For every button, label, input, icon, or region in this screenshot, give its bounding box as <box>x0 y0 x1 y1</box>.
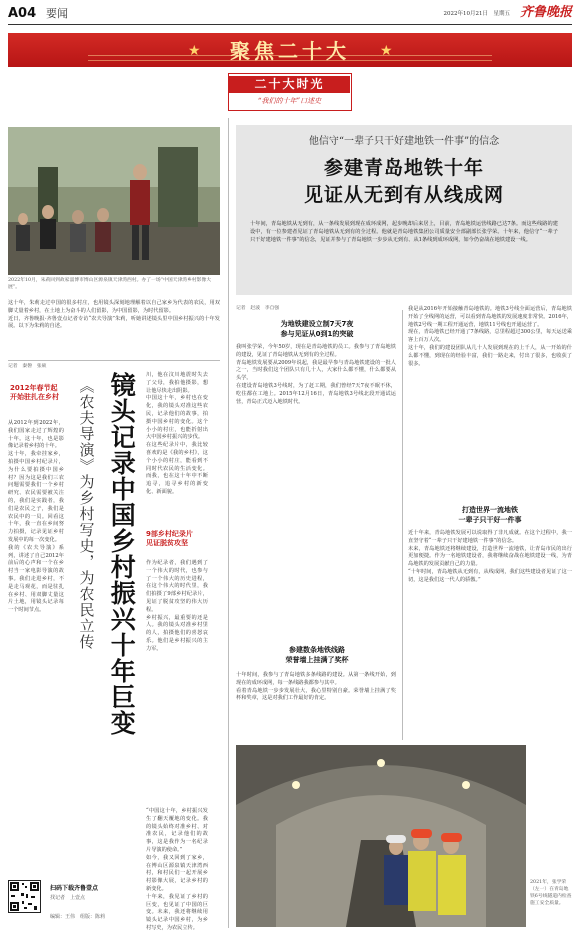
section-name: 要闻 <box>46 7 68 20</box>
masthead <box>8 3 572 25</box>
story-lead: 十年间，青岛地铁从无到有，从一条线发展到现在成环成网，起步晚却后来居上，目前，青岛地铁运营线路已达7条。而这些线路的建设中，有一位参建者见证了青岛地铁从无到有的全过程。他就是青岛地铁集团公司质量安全部副部长张学荣。十年来，他信守“一辈子只干好建地铁一件事”的信念，见证并参与了青岛地铁一步步从无到有、从1条线到成环成网，如今仍奋战在地铁建设一线。 <box>250 221 558 243</box>
star-icon: ★ <box>188 43 201 59</box>
story-column: 我是从2016年开始接触青岛地铁的。地铁3号线全面运营后，青岛地铁开始了全线网的运营，可以看到青岛地铁的发展速度非常快。2016年，地铁2号线一期工程开通运营，地铁11号线也开通运营了。 现在，青岛地铁已经开通了7条线路，总里程超过300公里，每天运送乘客上百万人次。 这十年，我们的建设团队从几十人发展到现在的上千人，从一开始的什么都不懂，到现在的经验丰富，我们一路走来，付出了很多，也收获了很多。 <box>408 306 572 367</box>
subheading: 为地铁建设立制7天7夜 参与见证从0到1的突破 <box>280 320 354 338</box>
column-divider <box>228 118 229 928</box>
page-editors: 编辑：王伟 组版：陈莉 <box>50 914 106 920</box>
subheading: 参建数条地铁线路 荣誉墙上挂满了奖杯 <box>285 646 349 664</box>
people-photo-illustration <box>8 127 220 275</box>
issue-date: 2022年10月21日 星期五 <box>443 11 510 17</box>
qr-sublabel: 找记者 上壹点 <box>50 895 86 901</box>
story-column: 我叫张学荣，今年50岁，现在是青岛地铁的员工。我参与了青岛地铁的建设，见证了青岛地铁从无到有的全过程。 青岛地铁发展要从2009年说起，我是最早参与青岛地铁建设的一批人之一，当时我们这个团队只有几十人，大家什么都不懂，什么都要从头学。 在建设青岛地铁3号线时，为了赶工期，我们曾经7天7夜不眠不休，吃住都在工地上。2015年12月16日，青岛地铁3号线北段开通试运营，青岛正式迈入地铁时代。 <box>236 344 396 405</box>
banner-title: 聚焦二十大 <box>230 39 350 63</box>
story-kicker: 他信守“一辈子只干好建地铁一件事”的信念 <box>308 136 500 147</box>
story-column: 作为纪录者，我们遇到了一个伟大的时代，也参与了一个伟大的历史进程，在这个伟大的时代里，我们拍摄了9部乡村纪录片，见证了脱贫攻坚的伟大历程。 乡村振兴，最重要的还是人。我的镜头对准乡村里的人，拍摄他们的喜怒哀乐。他们是乡村振兴的主力军。 <box>146 560 208 652</box>
subheading: 打造世界一流地铁 一辈子只干好一件事 <box>458 506 522 524</box>
qr-label: 扫码下载齐鲁壹点 <box>50 885 99 892</box>
series-slogan: “我们的十年”口述史 <box>257 97 322 105</box>
subheading: 2012年春节起 开始驻扎在乡村 <box>10 384 59 402</box>
story-headline-line1: 参建青岛地铁十年 <box>323 157 484 179</box>
story-column: 川，他在汶川地震时失去了父母，我拍他摄影，想让他尽快走出阴影。 中国这十年，乡村也在变化，我的镜头对准这些农民，记录他们的故事，拍摄中国乡村的变化。这个小小的村庄，也能折射出大中国乡村振兴的步伐。 在这些纪录片中，我比较喜欢的是《我的乡村》，这个小小的村庄，能看到不同时代农民的生活变化。而我，也在这十年中不断追寻，追寻乡村的新变化、新面貌。 <box>146 372 208 495</box>
story-column: “中国这十年，乡村振兴发生了翻天覆地的变化。我的镜头始终对准乡村、对准农民，记录他们的故事，这是我作为一名纪录片导演的使命。” 如今，我又回到了家乡，在博山区源泉镇天津湾西村，和村民们一起开展乡村影像大展，记录乡村的新变化。 十年来，我见证了乡村的巨变，也见证了中国的巨变。未来，我还将继续用镜头记录中国乡村，为乡村写史，为农民立传。 <box>146 808 208 931</box>
story-intro: 这十年，朱莉走过中国的很多村庄，也用镜头深刻地理解着以自己家乡为代表的农民，用双脚丈量着乡村，在土地上为奋斗的人们留影，为中国留影，为时代留影。 近日，齐鲁晚报·齐鲁壹点记者专访“农夫导演”朱莉，听她讲述镜头里中国乡村振兴的十年发展。以下为朱莉的自述。 <box>8 300 220 330</box>
page-number: A04 <box>8 6 37 21</box>
story-subheadline: 《农夫导演》为乡村写史，为农民立传 <box>77 378 96 650</box>
section-banner <box>8 33 572 67</box>
tunnel-photo-illustration <box>236 745 526 927</box>
column-divider <box>402 310 403 740</box>
series-title: 二十大时光 <box>229 76 350 93</box>
story-byline: 记者 秦磐 张硕 <box>8 364 47 369</box>
qr-code[interactable] <box>8 880 41 913</box>
story-column: 十年时间，我参与了青岛地铁多条线路的建设。从第一条线开始，到现在的成环成网，每一条线路我都参与其中。 看着青岛地铁一步步发展壮大，我心里特别自豪。荣誉墙上挂满了奖杯和奖章，这是对我们工作最好的肯定。 <box>236 672 396 702</box>
divider <box>8 360 220 361</box>
story-byline: 记者 赵波 李自强 <box>236 306 280 311</box>
story-headline: 镜头记录中国乡村振兴十年巨变 <box>107 372 137 736</box>
photo-caption: 2021年，张学荣（左一）在青岛地铁6号线隧道内检查施工安全质量。 <box>530 880 572 906</box>
story-column: 近十年来，青岛地铁发展可以说取得了非凡成就。在这个过程中，我一直坚守着“一辈子只干好建地铁一件事”的信念。 未来，青岛地铁还将继续建设，打造世界一流地铁，让青岛市民的出行更加便捷。作为一名地铁建设者，我将继续奋战在地铁建设一线，为青岛地铁的发展贡献自己的力量。 “十年时间，青岛地铁从无到有，从线成网，我们这些建设者见证了这一切，这是我们这一代人的骄傲。” <box>408 530 572 583</box>
story-photo <box>8 127 220 275</box>
story-photo <box>236 745 526 927</box>
photo-caption: 2022年10月，朱莉回到故家淄博市博山区源泉镇天津湾西村。办了一场“中国天津湾乡村影像大展”。 <box>8 278 212 290</box>
newspaper-logo: 齐鲁晚报 <box>519 5 572 20</box>
qr-code-icon <box>9 881 40 912</box>
headline-box <box>236 125 572 295</box>
story-column: 从2012年到2022年，我们国家走过了辉煌的十年。这十年，也是影像记录着乡村的十年。 这十年，我牵挂家乡，拍摄中国乡村纪录片，为什么要拍摄中国乡村？因为这是我们三农问题需要我们一个乡村研究、农民需要被关注的，我们是实践者，我们是农民之子，我们是农民中的一员。回看这十年，我一直在乡间努力拍摄，记录见证乡村发展中的每一次变化。 我的《农夫导演》系列，讲述了自己2012年前后的心声和一个在乡村当一家电影导演的故事。我们走进乡村，不是走马观花，而是驻扎在乡村、用双脚丈量这片土地，用镜头记录每一个时间节点。 <box>8 420 64 614</box>
series-label <box>228 73 352 111</box>
story-headline-line2: 见证从无到有从线成网 <box>303 184 504 206</box>
star-icon: ★ <box>380 43 393 59</box>
subheading: 9部乡村纪录片 见证脱贫攻坚 <box>146 530 193 548</box>
